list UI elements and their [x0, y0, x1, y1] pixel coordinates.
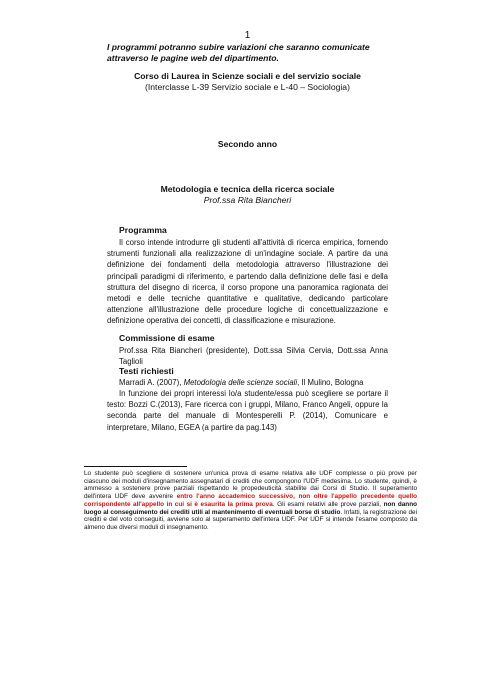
- testi-heading: Testi richiesti: [119, 366, 174, 376]
- course-title: Corso di Laurea in Scienze sociali e del servizio sociale: [134, 71, 361, 81]
- testi-text: [107, 388, 388, 433]
- footnote-part-3: . Infatti, la registrazione dei crediti e del voto conseguiti, avviene solo al superamento dell'intera UDF. Per UDF si intende l'esame composto da almeno due diversi moduli di insegnamento.: [84, 508, 417, 531]
- testi-reference: [107, 377, 388, 388]
- footnote-deadline-highlight: entro l'anno accademico successivo, non oltre l'appello precedente quello corrispondente all'appello in cui si è esaurita la prima prova: [84, 493, 417, 508]
- subject-title: Metodologia e tecnica della ricerca sociale: [160, 184, 335, 194]
- programma-heading: Programma: [119, 225, 167, 235]
- programma-text: [107, 237, 388, 327]
- programma-paragraph: Il corso intende introdurre gli studenti all'attività di ricerca empirica, fornendo strumenti funzionali alla realizzazione di un'indagine sociale. A partire da una definizione dei fondamenti della metodologia attraverso l'illustrazione dei principali paradigmi di riferimento, e partendo dalla definizione delle fasi e della struttura del disegno di ricerca, il corso propone una panoramica ragionata dei metodi e delle tecniche quantitative e qualitative, dedicando particolare attenzione all'illustrazione delle procedure logiche di concettualizzazione e definizione operativa dei concetti, di classificazione e misurazione.: [107, 238, 388, 326]
- teacher-name: Prof.ssa Rita Biancheri: [203, 195, 292, 205]
- page-number: 1: [244, 30, 251, 41]
- course-subtitle: (Interclasse L-39 Servizio sociale e L-40 – Sociologia): [145, 82, 350, 92]
- commissione-text: Prof.ssa Rita Biancheri (presidente), Dott.ssa Silvia Cervia, Dott.ssa Anna Taglioli: [119, 346, 388, 367]
- footnote-divider: [84, 466, 187, 467]
- footnote-credits-highlight: non danno luogo al conseguimento dei crediti utili al mantenimento di eventuali borse di studio: [84, 500, 418, 516]
- year-heading: Secondo anno: [217, 139, 278, 149]
- ref-title: Metodologia delle scienze sociali: [183, 378, 298, 387]
- testi-paragraph: In funzione dei propri interessi lo/a studente/essa può scegliere se portare il testo: Bozzi C.(2013), Fare ricerca con i gruppi, Milano, Franco Angeli, oppure la seconda parte del manuale di Montesperelli P. (2014), Comunicare e interpretare, Milano, EGEA (a partire da pag.143): [107, 389, 388, 432]
- commissione-heading: Commissione di esame: [119, 333, 215, 343]
- footnote-part-2: . Gli esami relativi alle prove parziali,: [272, 500, 384, 508]
- notice-text: I programmi potranno subire variazioni che saranno comunicate attraverso le pagine web del dipartimento.: [107, 42, 370, 63]
- footnote-part-1: Lo studente può scegliere di sostenere un'unica prova di esame relativa alle UDF complesse o più prove per ciascuno dei moduli d'insegnamento assegnatari di crediti che compongono l'UDF medesima. Lo studente, quindi, è ammesso a sostenere prove parziali rispettando le propedeuticità stabilite dai Corsi di Studio. Il superamento dell'intera UDF deve avvenire: [84, 470, 417, 501]
- ref-author: Marradi A. (2007),: [119, 378, 184, 387]
- ref-publisher: , Il Mulino, Bologna: [297, 378, 364, 387]
- footnote: [84, 470, 417, 532]
